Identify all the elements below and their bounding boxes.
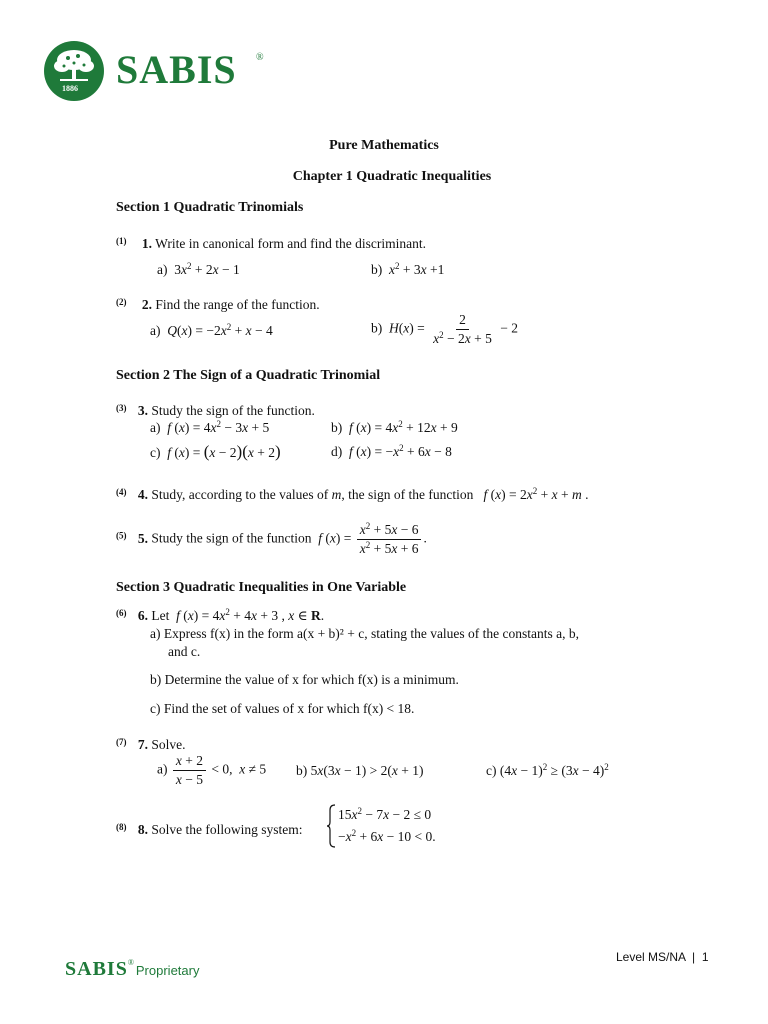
q6-part-a: a) Express f(x) in the form a(x + b)² + c, stating the values of the constants a, b, — [150, 626, 580, 641]
question-ref: (3) — [116, 403, 127, 413]
section-3-heading: Section 3 Quadratic Inequalities in One Variable — [116, 580, 407, 595]
question-ref: (6) — [116, 608, 127, 618]
q6-part-b: b) Determine the value of x for which f(x) is a minimum. — [150, 672, 459, 687]
question-text: Find the range of the function. — [155, 297, 320, 312]
question-text: Let — [151, 608, 170, 623]
question-5: $^{(5)}$ 5. Study the sign of the function f (x) = $\frac{x^2 + 5x - 6}{x^2 + 5x + 6}$ . — [116, 521, 427, 556]
q6-part-c: c) Find the set of values of x for which f(x) < 18. — [150, 701, 415, 716]
question-variable: m — [331, 487, 342, 502]
page-level-indicator: Level MS/NA | 1 — [616, 950, 709, 964]
question-8 — [116, 819, 303, 838]
question-text: Study the sign of the function — [151, 530, 312, 546]
question-ref: (2) — [116, 297, 127, 307]
section-1-heading: Section 1 Quadratic Trinomials — [116, 200, 304, 215]
question-ref: (1) — [116, 236, 127, 246]
question-number: 7. — [137, 737, 148, 752]
question-7 — [116, 734, 186, 753]
q3-part-a: a) f $(x) = 4x^2 - 3x + 5$ — [150, 419, 270, 435]
question-text-b: , the sign of the function — [341, 487, 474, 502]
q1-part-b: b) $x^2 + 3x +1$ — [371, 261, 445, 277]
question-text: Study the sign of the function. — [151, 403, 315, 418]
question-1 — [116, 233, 426, 252]
question-number: 6. — [137, 608, 148, 623]
sabis-logo — [42, 40, 282, 102]
logo-reg-mark: ® — [256, 52, 264, 63]
question-number: 4. — [137, 487, 148, 502]
question-4: $^{(4)}$ 4. Study, according to the values of m, the sign of the function f $(x) = 2x^2 + x + m$ . — [116, 486, 589, 502]
question-number: 3. — [137, 403, 148, 418]
question-ref: (7) — [116, 737, 127, 747]
page-title: Pure Mathematics — [329, 138, 439, 153]
footer-brand-text: SABIS — [65, 958, 128, 980]
question-2 — [116, 294, 320, 313]
question-number: 5. — [137, 530, 148, 546]
footer-reg-mark: ® — [127, 958, 134, 967]
q6-part-a-cont: and c. — [168, 644, 201, 659]
q7-part-b: b) 5x(3x − 1) > 2(x + 1) — [296, 763, 424, 778]
q3-part-d: d) f $(x) = -x^2 + 6x - 8$ — [331, 443, 452, 459]
section-2-heading: Section 2 The Sign of a Quadratic Trinomial — [116, 368, 381, 383]
question-ref: (4) — [116, 487, 127, 497]
question-text: Solve the following system: — [151, 822, 303, 837]
footer-proprietary: Proprietary — [135, 963, 200, 978]
question-number: 1. — [141, 236, 152, 251]
question-text: Study, according to the values of — [151, 487, 332, 502]
question-ref: (8) — [116, 822, 127, 832]
question-number: 2. — [141, 297, 152, 312]
q3-part-c: c) f (x) = (x − 2)(x + 2) — [150, 442, 281, 461]
q3-part-b: b) f $(x) = 4x^2 + 12x + 9$ — [331, 419, 458, 435]
chapter-title: Chapter 1 Quadratic Inequalities — [292, 169, 492, 184]
question-6: $^{(6)}$ 6. Let f $(x) = 4x^2 + 4x + 3$ , x ∈ R. — [116, 607, 325, 623]
footer-brand — [65, 958, 199, 981]
q2-part-b: b) H(x) = $\frac{2}{x^2 - 2x + 5}$ − 2 — [371, 312, 518, 346]
question-text: Write in canonical form and find the discriminant. — [155, 236, 427, 251]
brace-icon — [326, 804, 336, 848]
question-text: Solve. — [151, 737, 186, 752]
question-number: 8. — [137, 822, 148, 837]
q7-part-c: c) $(4x - 1)^2 \ge (3x - 4)^2$ — [486, 762, 609, 778]
q1-part-a: a) $3x^2 + 2x - 1$ — [157, 261, 240, 277]
question-ref: (5) — [116, 530, 127, 541]
q7-part-a: a) $\frac{x + 2}{x - 5}$ < 0, x ≠ 5 — [157, 753, 267, 787]
logo-year: 1886 — [62, 84, 78, 93]
question-3 — [116, 400, 315, 419]
q2-part-a: a) $Q(x) = -2x^2 + x - 4$ — [150, 322, 273, 338]
logo-brand-text: SABIS — [116, 47, 237, 92]
